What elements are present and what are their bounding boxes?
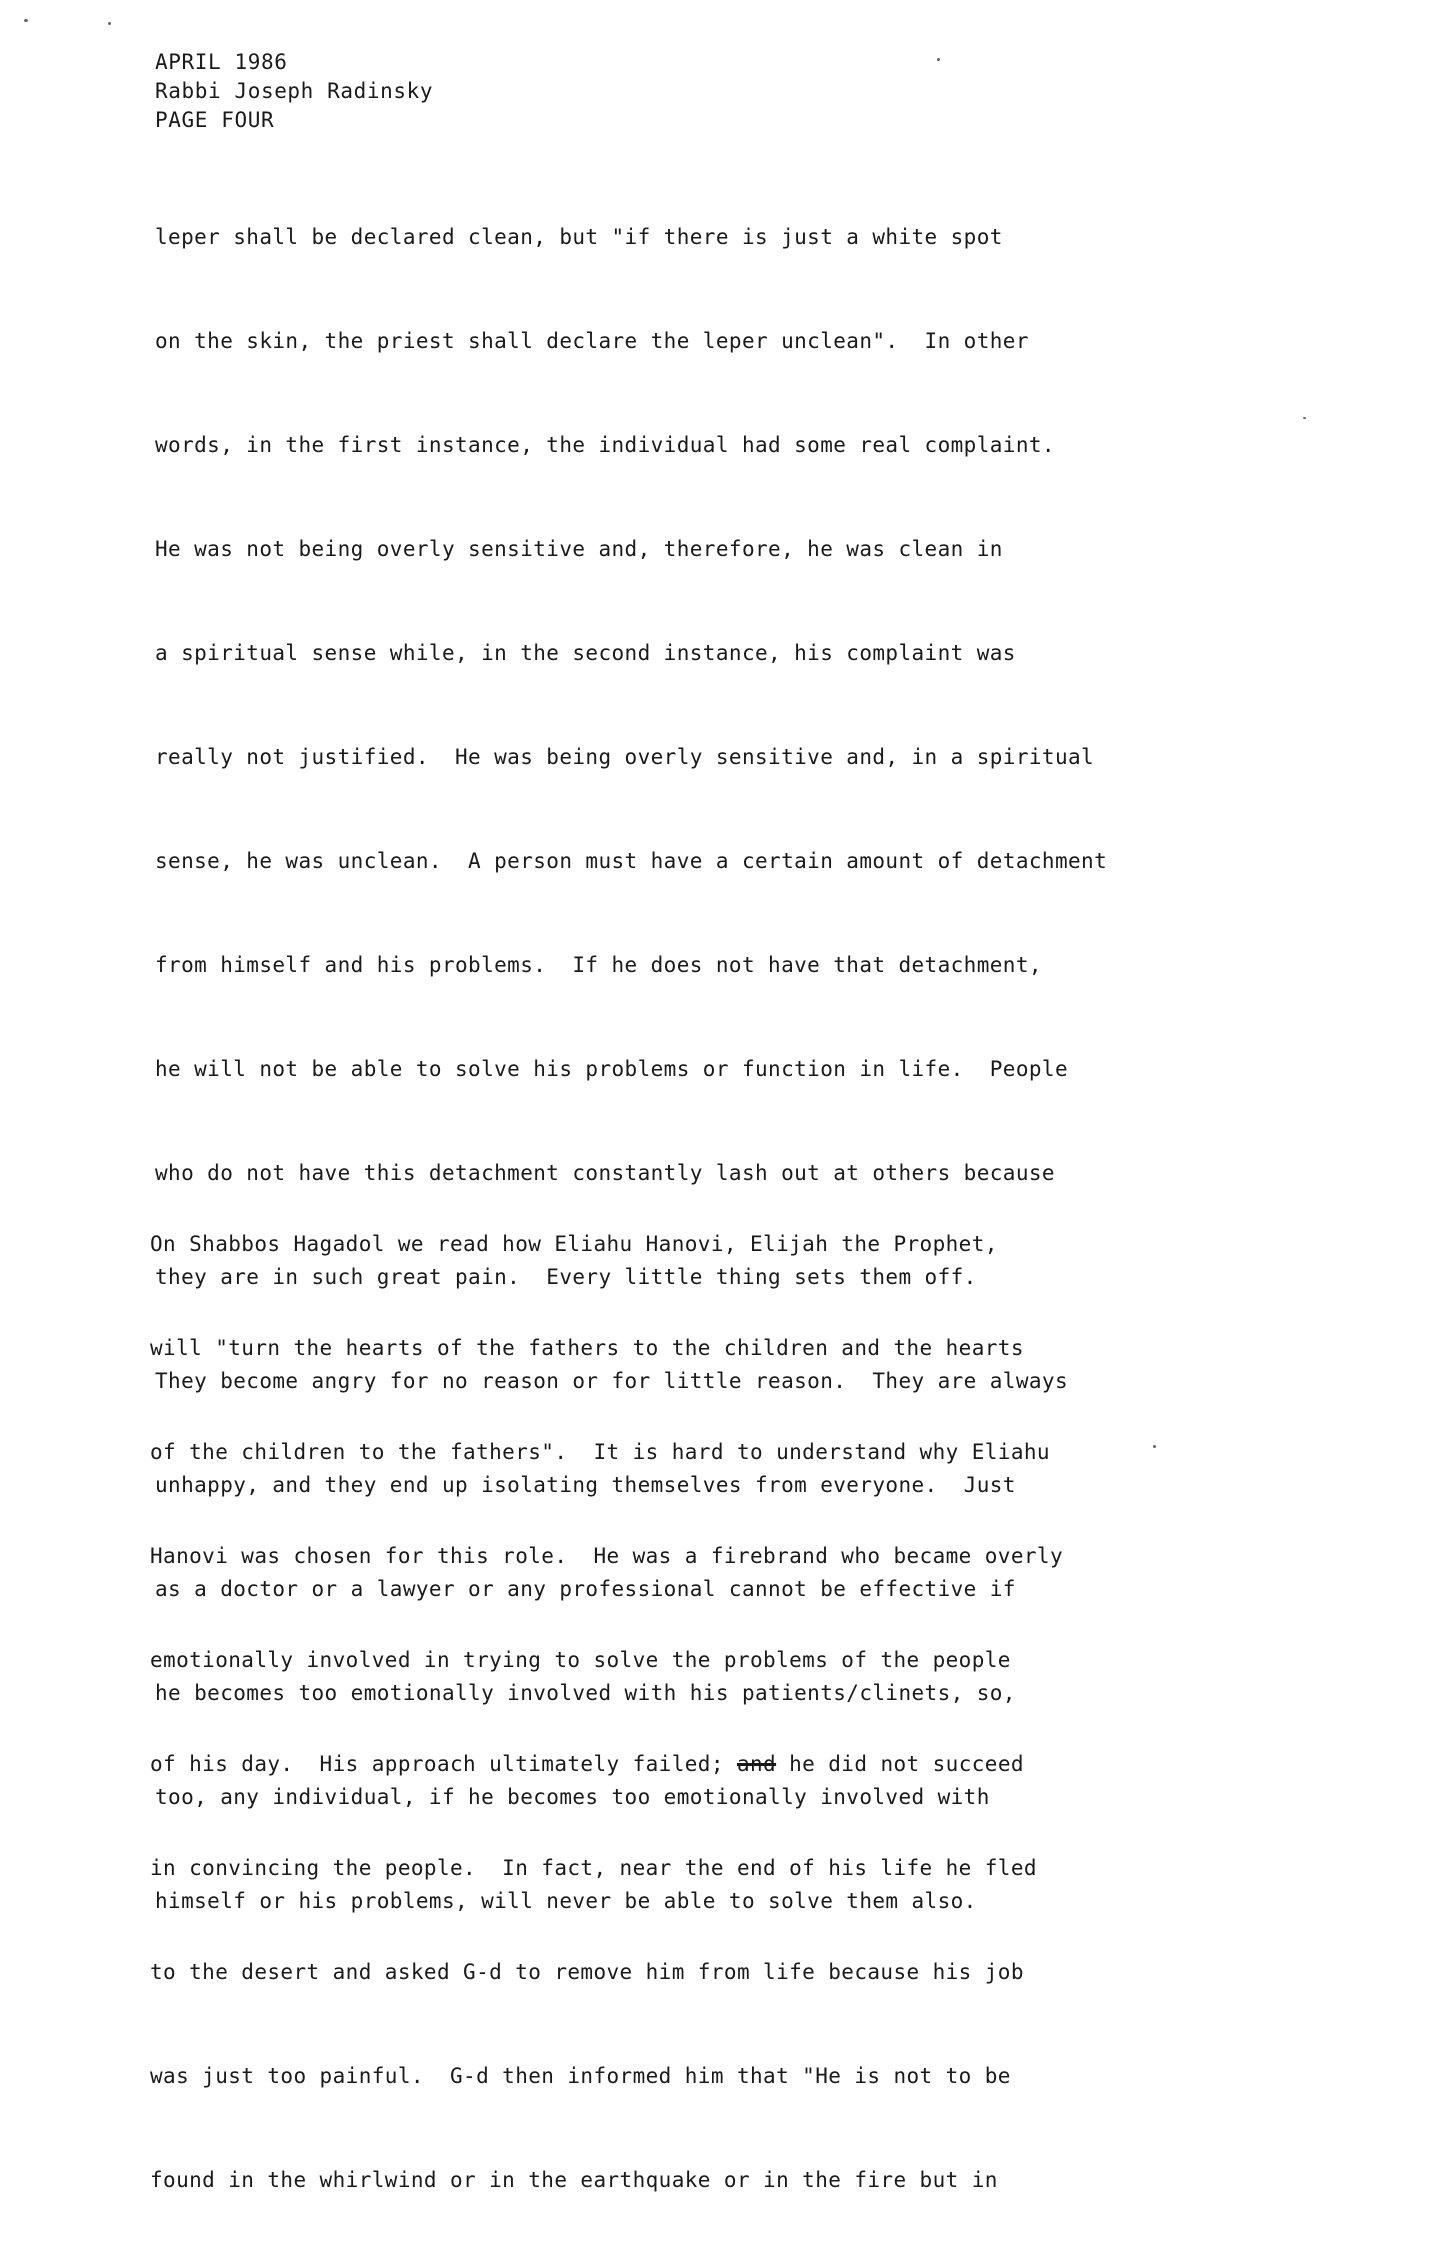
- text-line: found in the whirlwind or in the earthquake or in the fire but in: [150, 2168, 998, 2192]
- text-segment: he did not succeed: [776, 1752, 1024, 1776]
- header-page-number: PAGE FOUR: [155, 108, 275, 132]
- text-line: Hanovi was chosen for this role. He was a firebrand who became overly: [150, 1544, 1064, 1568]
- text-line: will "turn the hearts of the fathers to the children and the hearts: [150, 1336, 1024, 1360]
- text-line: from himself and his problems. If he does not have that detachment,: [155, 953, 1042, 977]
- text-line: of the children to the fathers". It is hard to understand why Eliahu: [150, 1440, 1050, 1464]
- document-header: [155, 48, 433, 135]
- scan-speck: [108, 22, 111, 25]
- header-author: Rabbi Joseph Radinsky: [155, 79, 434, 103]
- text-line: unhappy, and they end up isolating themselves from everyone. Just: [155, 1473, 1016, 1497]
- header-date: APRIL 1986: [155, 50, 288, 74]
- text-line: emotionally involved in trying to solve the problems of the people: [150, 1648, 1011, 1672]
- text-line: On Shabbos Hagadol we read how Eliahu Hanovi, Elijah the Prophet,: [150, 1232, 998, 1256]
- text-line: sense, he was unclean. A person must have a certain amount of detachment: [155, 849, 1108, 873]
- scan-speck: [937, 58, 940, 61]
- text-line: They become angry for no reason or for little reason. They are always: [155, 1369, 1069, 1393]
- text-line: he will not be able to solve his problems or function in life. People: [155, 1057, 1069, 1081]
- text-line: in convincing the people. In fact, near the end of his life he fled: [150, 1856, 1037, 1880]
- body-paragraph-2: [150, 1168, 1063, 2256]
- text-line: to the desert and asked G-d to remove him from life because his job: [150, 1960, 1024, 1984]
- scan-speck: [1153, 1445, 1156, 1448]
- text-line: they are in such great pain. Every little thing sets them off.: [155, 1265, 977, 1289]
- text-line-with-strikeout: [150, 1736, 1063, 1792]
- text-line: he becomes too emotionally involved with his patients/clinets, so,: [155, 1681, 1016, 1705]
- text-line: as a doctor or a lawyer or any professional cannot be effective if: [155, 1577, 1016, 1601]
- text-line: on the skin, the priest shall declare the leper unclean". In other: [155, 329, 1029, 353]
- text-segment: of his day. His approach ultimately failed;: [150, 1752, 737, 1776]
- struck-out-word: and: [736, 1752, 777, 1776]
- text-line: too, any individual, if he becomes too emotionally involved with: [155, 1785, 990, 1809]
- text-line: a spiritual sense while, in the second instance, his complaint was: [155, 641, 1016, 665]
- text-line: words, in the first instance, the individual had some real complaint.: [155, 433, 1055, 457]
- text-line: was just too painful. G-d then informed him that "He is not to be: [150, 2064, 1011, 2088]
- text-line: leper shall be declared clean, but "if there is just a white spot: [155, 225, 1003, 249]
- text-line: himself or his problems, will never be able to solve them also.: [155, 1889, 977, 1913]
- text-line: He was not being overly sensitive and, therefore, he was clean in: [155, 537, 1003, 561]
- text-line: who do not have this detachment constantly lash out at others because: [155, 1161, 1055, 1185]
- text-line: really not justified. He was being overly sensitive and, in a spiritual: [155, 745, 1095, 769]
- scan-speck: [1303, 417, 1306, 419]
- scan-speck: [24, 19, 28, 22]
